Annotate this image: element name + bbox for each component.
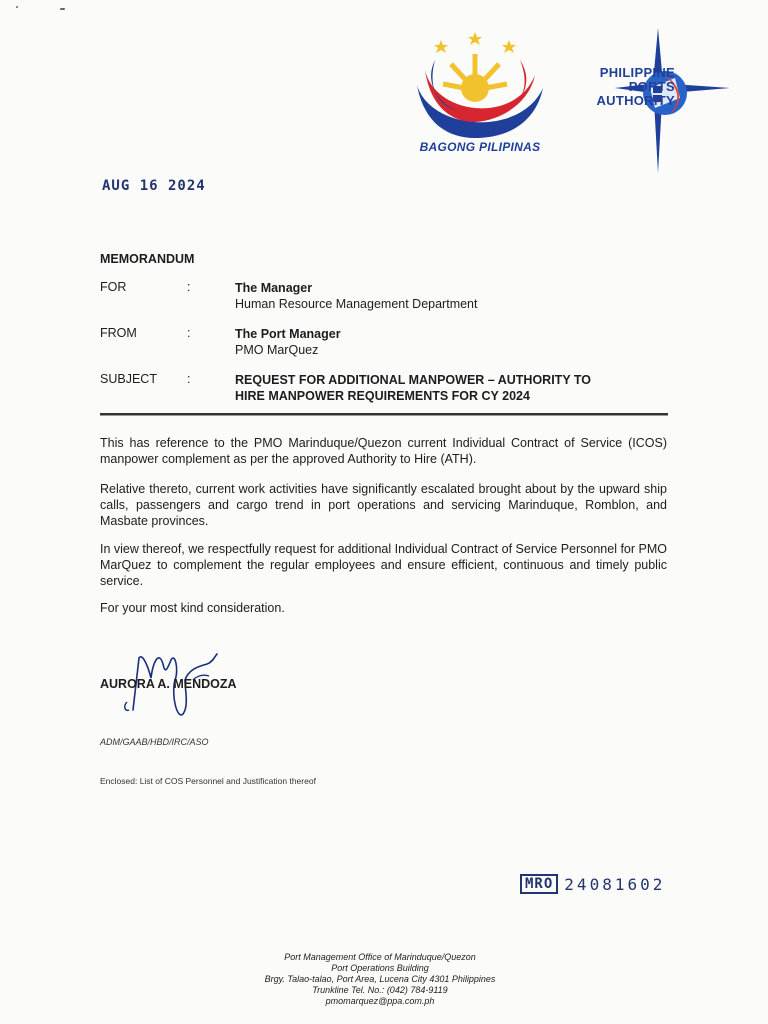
ppa-logo bbox=[555, 28, 755, 178]
ppa-name-line-2: PORTS bbox=[628, 79, 675, 94]
enclosure-note: Enclosed: List of COS Personnel and Justification thereof bbox=[100, 776, 316, 786]
date-stamp: AUG 16 2024 bbox=[102, 178, 206, 194]
for-label: FOR bbox=[100, 280, 127, 294]
subject-line-1: REQUEST FOR ADDITIONAL MANPOWER – AUTHORITY TO bbox=[235, 373, 592, 387]
body-paragraph-2: Relative thereto, current work activities have significantly escalated brought about by the upward ship calls, passengers and cargo trend in port operations and servicing Marinduque, Romblon, and Masbate provinces. bbox=[100, 482, 667, 528]
bagong-pilipinas-logo bbox=[405, 30, 555, 160]
scan-speck bbox=[60, 8, 65, 10]
subject-colon: : bbox=[187, 372, 191, 386]
for-dept: Human Resource Management Department bbox=[235, 297, 478, 311]
receiving-stamp bbox=[520, 874, 665, 894]
for-colon: : bbox=[187, 280, 191, 294]
body-paragraph-4: For your most kind consideration. bbox=[100, 601, 285, 615]
footer-address: Brgy. Talao-talao, Port Area, Lucena City 4301 Philippines bbox=[264, 974, 496, 984]
body-paragraph-3: In view thereof, we respectfully request for additional Individual Contract of Service Personnel for PMO MarQuez to complement the regular employees and ensure efficient, continuous and timely public service. bbox=[100, 542, 667, 588]
footer-email: pmomarquez@ppa.com.ph bbox=[325, 996, 435, 1006]
from-value bbox=[235, 326, 341, 358]
stamp-number: 24081602 bbox=[564, 874, 666, 894]
footer-office: Port Management Office of Marinduque/Quezon bbox=[284, 952, 476, 962]
memo-title: MEMORANDUM bbox=[100, 252, 195, 266]
from-colon: : bbox=[187, 326, 191, 340]
bagong-pilipinas-caption: BAGONG PILIPINAS bbox=[419, 140, 541, 154]
footer-phone: Trunkline Tel. No.: (042) 784-9119 bbox=[312, 985, 448, 995]
signer-name: AURORA A. MENDOZA bbox=[100, 677, 237, 691]
ppa-name-line-1: PHILIPPINE bbox=[599, 65, 675, 80]
from-name: The Port Manager bbox=[235, 327, 341, 341]
stamp-office-code: MRO bbox=[520, 874, 558, 894]
reference-initials: ADM/GAAB/HBD/IRC/ASO bbox=[100, 737, 209, 747]
subject-value bbox=[235, 372, 591, 404]
from-label: FROM bbox=[100, 326, 137, 340]
letterhead-footer bbox=[180, 952, 580, 1007]
subject-label: SUBJECT bbox=[100, 372, 157, 386]
subject-line-2: HIRE MANPOWER REQUIREMENTS FOR CY 2024 bbox=[235, 389, 530, 403]
body-paragraph-1: This has reference to the PMO Marinduque/Quezon current Individual Contract of Service (ICOS) manpower complement as per the approved Authority to Hire (ATH). bbox=[100, 436, 667, 466]
ppa-name-line-3: AUTHORITY bbox=[596, 93, 675, 108]
for-value bbox=[235, 280, 477, 312]
header-divider bbox=[100, 413, 668, 416]
scan-speck bbox=[16, 6, 18, 8]
footer-building: Port Operations Building bbox=[331, 963, 429, 973]
from-office: PMO MarQuez bbox=[235, 343, 319, 357]
for-name: The Manager bbox=[235, 281, 313, 295]
